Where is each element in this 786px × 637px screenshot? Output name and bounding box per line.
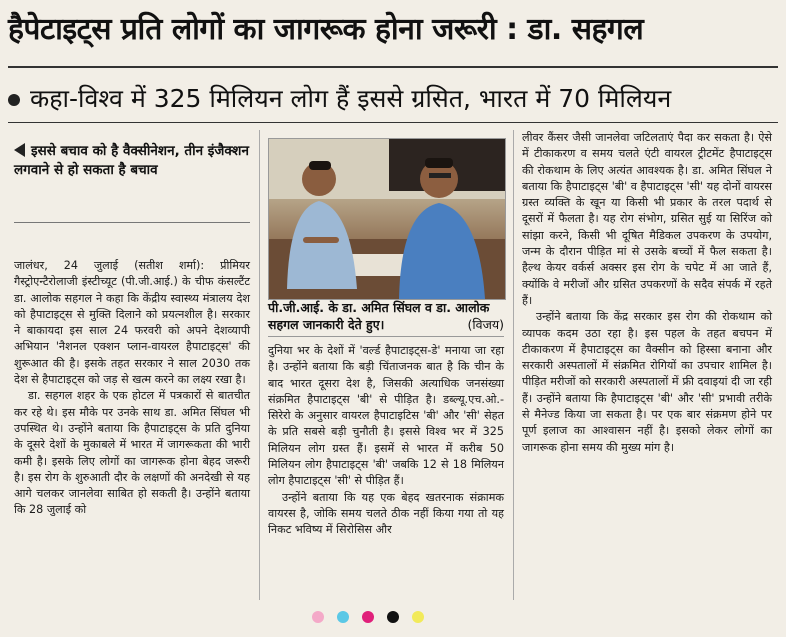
registration-dot <box>412 611 424 623</box>
paragraph: लीवर कैंसर जैसी जानलेवा जटिलताएं पैदा कर सकता है। ऐसे में टीकाकरण व समय चलते एंटी वायरल ट्रीटमेंट हैपाटाइट्स की रोकथाम के लिए अत्यंत आवश्यक है। डा. अमित सिंघल ने बताया कि हैपाटाइट्स 'बी' व हैपाटाइट्स 'सी' यह दोनों वायरस ग्रस्त व्यक्ति के खून या किसी भी प्रकार के तरल पदार्थ से दूसरों में फैलता है। यह रोग संभोग, ग्रसित सुई या सिरिंज को सांझा करने, किसी भी दूषित मैडिकल उपकरण के उपयोग, जन्म के दौरान पीड़ित मां से उसके बच्चों में फैल सकता है। हैल्थ केयर वर्कर्स अक्सर इस रोग के चपेट में आ जाते हैं, क्योंकि वे मरीजों और ग्रसित उपकरणों के सदैव संपर्क में रहते हैं। <box>522 131 772 307</box>
registration-marks <box>312 608 432 627</box>
paragraph: उन्होंने बताया कि केंद्र सरकार इस रोग की रोकथाम को व्यापक कदम उठा रहा है। इस पहल के तहत बचपन में टीकाकरण में हैपाटाइट्स का वैक्सीन को हिस्सा बनाना और सरकारी अस्पतालों में संक्रमित रोगियों का उपचार शामिल है। पीड़ित मरीजों को सरकारी अस्पतालों में फ्री दवाइयां दी जा रही हैं। उन्होंने बताया कि हैपाटाइट्स 'बी' और 'सी' प्रभावी तरीके से मैनेज्ड किया जा सकता है। पर एक बार संक्रमण होने पर पूर्ण इलाज का आश्वासन नहीं है। इसको लेकर लोगों का जागरूक होना समय की मुख्य मांग है। <box>522 310 772 454</box>
photo-credit: (विजय) <box>467 317 504 332</box>
paragraph: डा. सहगल शहर के एक होटल में पत्रकारों से बातचीत कर रहे थे। इस मौके पर उनके साथ डा. अमित सिंघल भी उपस्थित थे। उन्होंने बताया कि हैपाटाइट्स के प्रति दुनिया के दूसरे देशों के मुकाबले में भारत में जागरूकता की भारी कमी है। इसके लिए लोगों का जागरूक होना बेहद जरूरी है। इस रोग के शुरुआती दौर के लक्षणों की अनदेखी से यह आगे चलकर जानलेवा साबित हो सकती है। उन्होंने बताया कि 28 जुलाई को <box>14 389 250 517</box>
subheadline <box>8 82 778 116</box>
caption-text: पी.जी.आई. के डा. अमित सिंघल व डा. आलोक सहगल जानकारी देते हुए। <box>268 300 490 332</box>
column-1 <box>14 258 250 519</box>
caption-rule <box>268 336 504 337</box>
bullet-icon <box>8 94 20 106</box>
news-photo <box>268 138 506 300</box>
photo-illustration <box>269 139 505 299</box>
column-3 <box>522 130 772 456</box>
column-2 <box>268 343 504 539</box>
arrow-icon <box>14 143 25 157</box>
headline-rule <box>8 66 778 68</box>
column-divider <box>259 130 260 600</box>
registration-dot <box>362 611 374 623</box>
paragraph: जालंधर, 24 जुलाई (सतीश शर्मा): प्रीमियर गैस्ट्रोएन्टैरोलाजी इंस्टीच्यूट (पी.जी.आई.) के चीफ कंसल्टैंट डा. आलोक सहगल ने कहा कि केंद्रीय स्वास्थ्य मंत्रालय देश को हैपाटाइट्स से मुक्ति दिलाने को प्रयत्नशील है। सरकार ने बाकायदा इस साल 24 फरवरी को अपने देशव्यापी अभियान 'नैशनल एक्शन प्लान-वायरल हैपाटाइट्स' की शुरूआत की है। इसके तहत सरकार ने साल 2030 तक देश से हैपाटाइट्स को जड़ से खत्म करने का लक्ष्य रखा है। <box>14 259 250 387</box>
column-divider <box>513 130 514 600</box>
paragraph: उन्होंने बताया कि यह एक बेहद खतरनाक संक्रामक वायरस है, जोकि समय चलते ठीक नहीं किया गया तो यह निकट भविष्य में सिरोसिस और <box>268 490 504 537</box>
photo-caption <box>268 299 504 333</box>
headline: हैपेटाइट्स प्रति लोगों का जागरूक होना जरूरी : डा. सहगल <box>8 12 644 47</box>
subheadline-text: कहा-विश्व में 325 मिलियन लोग हैं इससे ग्रसित, भारत में 70 मिलियन <box>30 84 672 113</box>
highlight-text: इससे बचाव को है वैक्सीनेशन, तीन इंजैक्शन लगवाने से हो सकता है बचाव <box>14 143 249 178</box>
paragraph: दुनिया भर के देशों में 'वर्ल्ड हैपाटाइट्स-डे' मनाया जा रहा है। उन्होंने बताया कि बड़ी चिंताजनक बात है कि चीन के बाद भारत दूसरा देश है, जिसकी अत्याधिक जनसंख्या संक्रमित हैपाटाइट्स 'बी' से पीड़ित है। डब्ल्यू.एच.ओ.-सिरेरो के अनुसार वायरल हैपाटाइटिस 'बी' और 'सी' सेहत के प्रति सबसे बड़ी चुनौती है। इससे विश्व भर में 325 मिलियन लोग ग्रस्त हैं। इसमें से भारत में करीब 50 मिलियन लोग हैपाटाइट्स 'बी' जबकि 12 से 18 मिलियन लोग हैपाटाइट्स 'सी' से पीड़ित हैं। <box>268 344 504 488</box>
highlight-rule <box>14 222 250 223</box>
registration-dot <box>337 611 349 623</box>
highlight-box <box>14 142 250 180</box>
registration-dot <box>387 611 399 623</box>
subheadline-rule <box>8 122 778 123</box>
registration-dot <box>312 611 324 623</box>
